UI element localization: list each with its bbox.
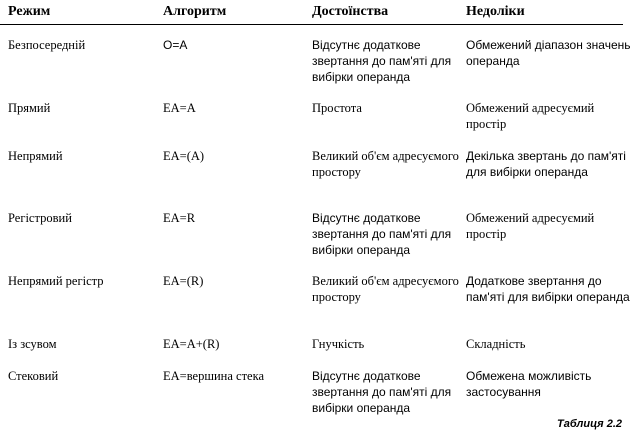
cell-advantages: Великий об'єм адресуємого простору [312, 149, 459, 179]
header-divider [0, 24, 623, 25]
cell-mode: Непрямий [8, 149, 63, 163]
table-header [0, 0, 635, 24]
header-mode: Режим [8, 4, 51, 19]
cell-mode: Із зсувом [8, 337, 57, 351]
cell-advantages: Відсутнє додаткове звертання до пам'яті для вибірки операнда [312, 38, 452, 84]
header-disadvantages: Недоліки [466, 4, 525, 19]
cell-algorithm: EA=(A) [163, 149, 205, 163]
cell-algorithm: O=A [163, 38, 188, 52]
header-algorithm: Алгоритм [163, 4, 227, 19]
cell-disadvantages: Додаткове звертання до пам'яті для вибірки операнда [466, 274, 630, 304]
cell-disadvantages: Обмежений адресуємий простір [466, 211, 595, 241]
cell-algorithm: EA=A [163, 101, 196, 115]
cell-advantages: Великий об'єм адресуємого простору [312, 274, 459, 304]
cell-mode: Регістровий [8, 211, 72, 225]
table-caption: Таблиця 2.2 [557, 418, 622, 430]
cell-disadvantages: Складність [466, 337, 526, 351]
cell-mode: Стековий [8, 369, 59, 383]
cell-algorithm: EA=R [163, 211, 196, 225]
cell-advantages: Відсутнє додаткове звертання до пам'яті для вибірки операнда [312, 211, 452, 257]
cell-advantages: Простота [312, 101, 362, 115]
cell-algorithm: EA=(R) [163, 274, 204, 288]
cell-disadvantages: Обмежена можливість застосування [466, 369, 592, 399]
header-advantages: Достоїнства [312, 4, 389, 19]
cell-mode: Прямий [8, 101, 51, 115]
cell-disadvantages: Обмежений адресуємий простір [466, 101, 595, 131]
cell-mode: Непрямий регістр [8, 274, 104, 288]
cell-algorithm: EA=вершина стека [163, 369, 265, 383]
cell-disadvantages: Декілька звертань до пам'яті для вибірки операнда [466, 149, 626, 179]
cell-mode: Безпосередній [8, 38, 86, 52]
cell-algorithm: EA=A+(R) [163, 337, 220, 351]
cell-advantages: Гнучкість [312, 337, 365, 351]
cell-disadvantages: Обмежений діапазон значень операнда [466, 38, 631, 68]
cell-advantages: Відсутнє додаткове звертання до пам'яті для вибірки операнда [312, 369, 452, 415]
